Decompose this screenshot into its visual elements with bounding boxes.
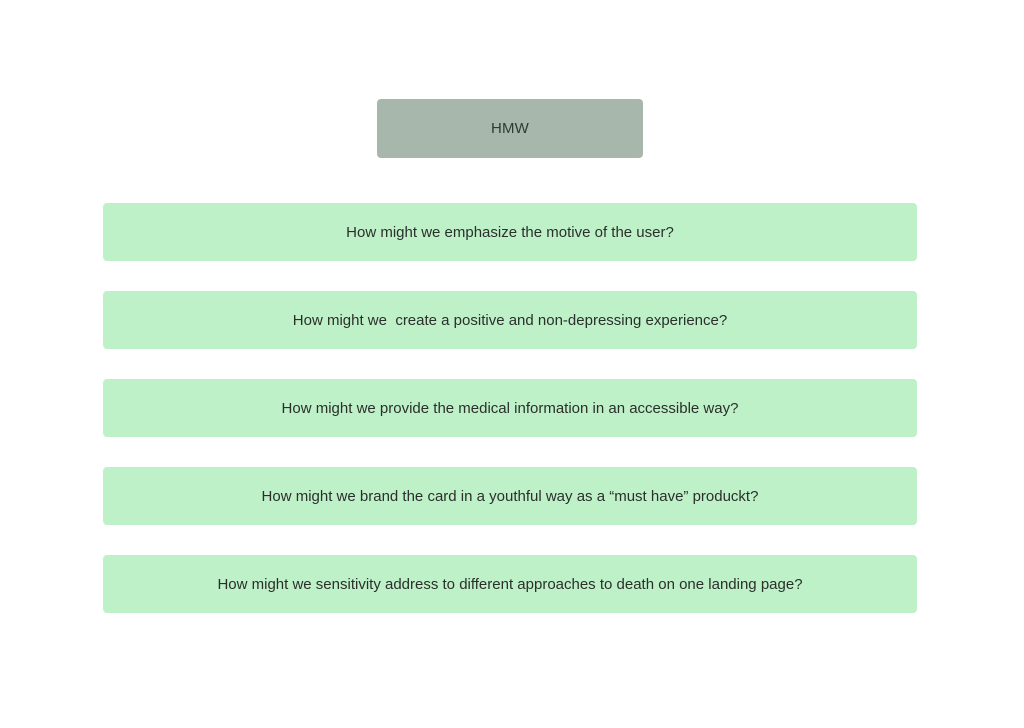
hmw-question-text: How might we brand the card in a youthful way as a “must have” produckt? bbox=[261, 487, 759, 505]
hmw-question-text: How might we provide the medical information in an accessible way? bbox=[281, 399, 739, 417]
hmw-question-card-4 bbox=[103, 467, 917, 525]
hmw-header-label: HMW bbox=[490, 120, 530, 137]
hmw-question-card-2 bbox=[103, 291, 917, 349]
hmw-question-list bbox=[103, 203, 917, 643]
hmw-header-node bbox=[377, 99, 643, 158]
hmw-question-card-3 bbox=[103, 379, 917, 437]
hmw-question-text: How might we sensitivity address to different approaches to death on one landing page? bbox=[217, 575, 803, 593]
hmw-question-text: How might we create a positive and non-depressing experience? bbox=[292, 311, 728, 329]
hmw-question-card-5 bbox=[103, 555, 917, 613]
hmw-question-card-1 bbox=[103, 203, 917, 261]
hmw-question-text: How might we emphasize the motive of the user? bbox=[346, 223, 674, 241]
